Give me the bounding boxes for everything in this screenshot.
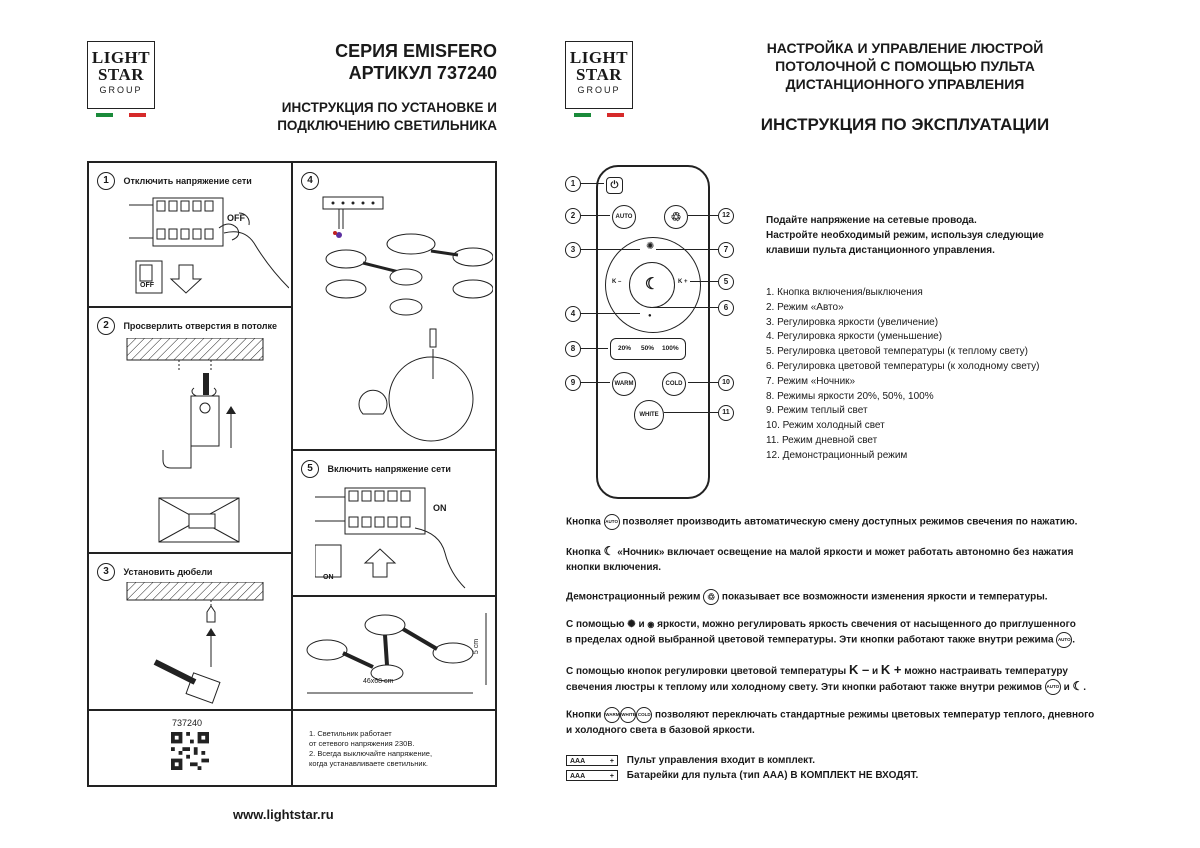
callout-4: 4	[565, 306, 581, 322]
logo-text-group: GROUP	[577, 85, 621, 95]
night-mode-button[interactable]: ☾	[629, 262, 675, 308]
white-button[interactable]: WHITE	[634, 400, 664, 430]
callout-7: 7	[718, 242, 734, 258]
drill-ceiling-illustration	[119, 338, 279, 548]
callout-line	[688, 382, 718, 383]
preset-100-button[interactable]: 100%	[662, 345, 679, 352]
step-number: 1	[97, 172, 115, 190]
step-label: Включить напряжение сети	[327, 464, 451, 474]
battery-plus: +	[609, 772, 614, 780]
para-text: показывает все возможности изменения яркости и температуры.	[721, 591, 1048, 603]
legend-item: 8. Режимы яркости 20%, 50%, 100%	[766, 390, 934, 402]
para-text: «Ночник» включает освещение на малой яркости и может работать автономно без нажатия	[617, 547, 1074, 558]
italian-flag-stripe	[574, 113, 624, 117]
legend-item: 10. Режим холодный свет	[766, 420, 885, 432]
install-subtitle	[277, 99, 497, 135]
callout-2: 2	[565, 208, 581, 224]
night-paragraph	[566, 544, 1156, 575]
para-text: позволяют переключать стандартные режимы цветовых температур теплого, дневного	[655, 709, 1095, 721]
para-text: и холодного света в базовой яркости.	[566, 725, 755, 736]
auto-icon: AUTO	[1045, 679, 1061, 695]
title-line-3: ДИСТАНЦИОННОГО УПРАВЛЕНИЯ	[785, 76, 1025, 92]
lightstar-logo-right	[565, 41, 633, 109]
button-legend-list	[766, 286, 1039, 464]
step-label: Просверлить отверстия в потолке	[123, 321, 278, 331]
legend-item: 5. Регулировка цветовой температуры (к теплому свету)	[766, 346, 1028, 358]
operation-manual-title: ИНСТРУКЦИЯ ПО ЭКСПЛУАТАЦИИ	[760, 115, 1050, 134]
battery-type: AAA	[570, 772, 586, 780]
article-qr-panel	[88, 710, 292, 786]
night-moon-icon: ☾	[603, 544, 615, 558]
article-number: АРТИКУЛ 737240	[348, 63, 497, 83]
auto-icon: AUTO	[1056, 632, 1072, 648]
k-minus-symbol: K –	[848, 662, 870, 677]
para-text: С помощью кнопок регулировки цветовой температуры	[566, 666, 847, 677]
breaker-on-illustration	[315, 483, 490, 593]
chandelier-dimensions-drawing	[301, 605, 491, 705]
callout-line	[650, 307, 718, 308]
cold-icon: COLD	[636, 707, 652, 723]
night-moon-icon: ☾	[1072, 679, 1084, 693]
legend-item: 11. Режим дневной свет	[766, 434, 878, 446]
callout-11: 11	[718, 405, 734, 421]
callout-line	[690, 281, 718, 282]
para-text: Кнопка	[566, 516, 601, 528]
callout-8: 8	[565, 341, 581, 357]
note-line: когда устанавливаете светильник.	[309, 759, 428, 768]
step-number: 2	[97, 317, 115, 335]
legend-item: 4. Регулировка яркости (уменьшение)	[766, 331, 943, 343]
callout-9: 9	[565, 375, 581, 391]
legend-item: 9. Режим теплый свет	[766, 405, 868, 417]
brightness-down-icon: ◉	[647, 620, 655, 629]
brightness-paragraph: С помощью ✺ и ◉ яркости, можно регулировать яркость свечения от насыщенного до приглушенного в пределах одной выбранной цветовой температуры. Эти кнопки работают также внутри режима AUTO .	[566, 617, 1156, 648]
dowel-hammer-illustration	[119, 582, 279, 707]
intro-line: Настройте необходимый режим, используя следующие	[766, 230, 1044, 241]
para-text: Кнопка	[566, 547, 601, 558]
brightness-up-icon[interactable]: ✺	[646, 241, 655, 252]
para-text: и	[638, 619, 645, 630]
para-text: в пределах одной выбранной цветовой температуры. Эти кнопки работают также внутри режима	[566, 634, 1054, 646]
callout-line	[656, 249, 718, 250]
intro-line: клавиши пульта дистанционного управления.	[766, 245, 995, 256]
on-tag: ON	[433, 503, 447, 513]
legend-item: 1. Кнопка включения/выключения	[766, 287, 923, 298]
logo-text-light: LIGHT	[569, 48, 629, 67]
switch-on-label: ON	[323, 574, 334, 581]
callout-line	[688, 215, 718, 216]
logo-text-star: STAR	[575, 65, 623, 84]
color-temp-paragraph: С помощью кнопок регулировки цветовой температуры K – и K + можно настраивать температуру свечения люстры к теплому или холодному свету. Эти кнопки работают также внутри режимов AUTO и ☾.	[566, 662, 1156, 695]
para-text: кнопки включения.	[566, 562, 662, 573]
battery-plus: +	[609, 757, 614, 765]
warm-white-cold-paragraph	[566, 707, 1156, 738]
k-plus-symbol: K +	[880, 662, 902, 677]
website-link[interactable]: www.lightstar.ru	[233, 807, 334, 822]
article-code: 737240	[172, 718, 203, 728]
battery-text: Пульт управления входит в комплект.	[626, 755, 815, 766]
para-text: можно настраивать температуру	[904, 666, 1068, 677]
legend-item: 7. Режим «Ночник»	[766, 375, 856, 387]
installation-steps-grid	[87, 161, 497, 787]
white-icon: WHITE	[620, 707, 636, 723]
callout-10: 10	[718, 375, 734, 391]
brightness-up-icon: ✺	[627, 619, 636, 630]
intro-text	[766, 213, 1044, 258]
title-line-2: ПОТОЛОЧНОЙ С ПОМОЩЬЮ ПУЛЬТА	[775, 58, 1035, 74]
para-text: и	[871, 666, 879, 677]
legend-item: 12. Демонстрационный режим	[766, 449, 908, 461]
note-line: от сетевого напряжения 230В.	[309, 739, 415, 748]
italian-flag-stripe	[96, 113, 146, 117]
brightness-down-icon[interactable]: ●	[648, 313, 652, 319]
para-text: и	[1063, 682, 1070, 693]
para-text: свечения люстры к теплому или холодному свету. Эти кнопки работают также внутри режимов	[566, 682, 1043, 693]
series-name: СЕРИЯ EMISFERO	[335, 41, 497, 61]
dimension-size-label: 46x68 cm	[363, 678, 394, 685]
warm-icon: WARM	[604, 707, 620, 723]
dimension-height-label: 5 cm	[473, 638, 481, 655]
note-line: 2. Всегда выключайте напряжение,	[309, 749, 433, 758]
callout-line	[580, 348, 608, 349]
remote-manual-title	[690, 39, 1120, 93]
auto-paragraph	[566, 514, 1156, 530]
battery-type: AAA	[570, 757, 586, 765]
callout-12: 12	[718, 208, 734, 224]
callout-3: 3	[565, 242, 581, 258]
k-plus-button[interactable]: K +	[678, 279, 688, 285]
callout-5: 5	[718, 274, 734, 290]
cold-button[interactable]: COLD	[662, 372, 686, 396]
callout-6: 6	[718, 300, 734, 316]
battery-text: Батарейки для пульта (тип ААА) В КОМПЛЕКТ НЕ ВХОДЯТ.	[626, 770, 919, 781]
step-5-panel	[292, 450, 496, 596]
callout-line	[580, 313, 640, 314]
step-4-panel	[292, 162, 496, 450]
para-text: яркости, можно регулировать яркость свечения от насыщенного до приглушенного	[657, 619, 1076, 630]
callout-line	[664, 412, 718, 413]
demo-recycle-icon: ♲	[703, 589, 719, 605]
series-title	[335, 40, 497, 84]
demo-paragraph	[566, 589, 1156, 605]
preset-50-button[interactable]: 50%	[641, 345, 655, 352]
step-label: Отключить напряжение сети	[123, 176, 252, 186]
callout-line	[580, 249, 640, 250]
battery-note-2	[566, 768, 1156, 783]
legend-item: 2. Режим «Авто»	[766, 301, 844, 313]
legend-item: 3. Регулировка яркости (увеличение)	[766, 316, 939, 328]
title-line-1: НАСТРОЙКА И УПРАВЛЕНИЕ ЛЮСТРОЙ	[766, 40, 1044, 56]
lightstar-logo-left	[87, 41, 155, 109]
legend-item: 6. Регулировка цветовой температуры (к холодному свету)	[766, 360, 1040, 372]
power-button[interactable]: ⏻	[606, 177, 623, 194]
auto-button[interactable]: AUTO	[612, 205, 636, 229]
logo-text-star: STAR	[97, 65, 145, 84]
logo-text-light: LIGHT	[91, 48, 151, 67]
off-tag: OFF	[227, 213, 245, 223]
callout-line	[580, 183, 604, 184]
callout-line	[580, 382, 610, 383]
para-text: Демонстрационный режим	[566, 591, 701, 603]
qr-code-icon	[171, 732, 209, 770]
preset-20-button[interactable]: 20%	[618, 345, 632, 352]
notes-panel	[292, 710, 496, 786]
step-number: 4	[301, 172, 319, 190]
battery-icon	[566, 755, 618, 766]
para-text: С помощью	[566, 619, 625, 630]
dimensions-panel	[292, 596, 496, 710]
warm-button[interactable]: WARM	[612, 372, 636, 396]
chandelier-wiring-illustration	[303, 189, 493, 449]
step-number: 5	[301, 460, 319, 478]
battery-icon	[566, 770, 618, 781]
demo-mode-button[interactable]: ♲	[664, 205, 688, 229]
callout-line	[580, 215, 610, 216]
step-2-panel	[88, 307, 292, 553]
subtitle-line-1: ИНСТРУКЦИЯ ПО УСТАНОВКЕ И	[281, 100, 497, 115]
auto-icon: AUTO	[604, 514, 620, 530]
note-line: 1. Светильник работает	[309, 729, 392, 738]
logo-text-group: GROUP	[99, 85, 143, 95]
k-minus-button[interactable]: K –	[612, 279, 622, 285]
para-text: Кнопки	[566, 709, 602, 721]
subtitle-line-2: ПОДКЛЮЧЕНИЮ СВЕТИЛЬНИКА	[277, 118, 497, 133]
step-number: 3	[97, 563, 115, 581]
step-label: Установить дюбели	[123, 567, 213, 577]
switch-off-label: OFF	[140, 282, 154, 289]
intro-line: Подайте напряжение на сетевые провода.	[766, 215, 977, 226]
battery-note-1	[566, 753, 1156, 768]
notes-text	[309, 729, 432, 769]
step-1-panel	[88, 162, 292, 307]
step-3-panel	[88, 553, 292, 710]
callout-1: 1	[565, 176, 581, 192]
para-text: позволяет производить автоматическую смену доступных режимов свечения по нажатию.	[622, 516, 1078, 528]
